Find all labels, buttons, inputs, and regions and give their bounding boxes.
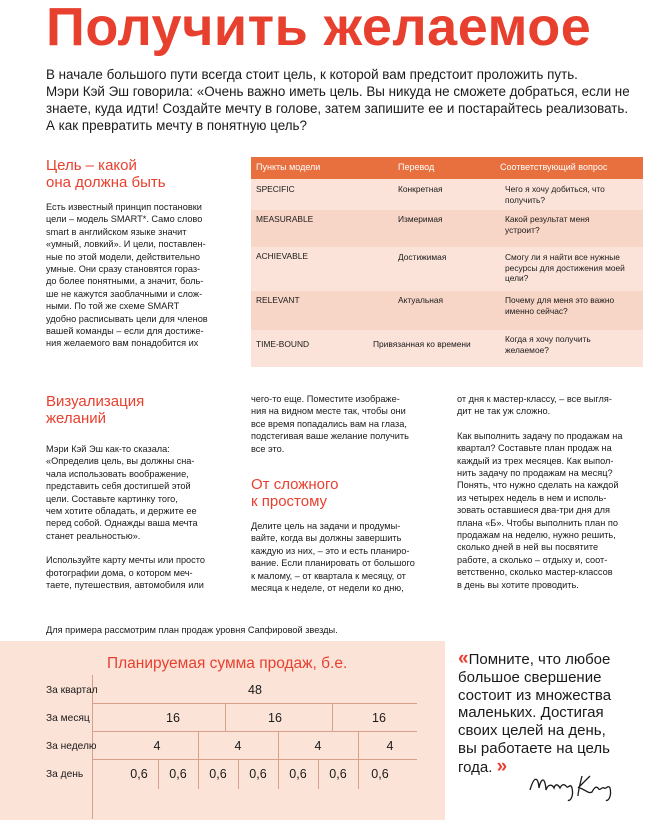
quote-line: состоит из множества: [458, 686, 612, 704]
week-value: 4: [153, 739, 161, 753]
text-line: нить задачу по продажам на месяц?: [457, 468, 613, 479]
quote-line: года.: [458, 758, 493, 776]
question-line: ресурсы для достижения моей: [505, 262, 625, 273]
question-line: получить?: [505, 194, 545, 205]
column-divider: [198, 731, 199, 759]
text-line: ные по этой модели, действительно: [46, 251, 201, 262]
text-line: все это.: [251, 443, 285, 454]
day-value: 0,6: [329, 767, 347, 781]
quote-line: Помните, что любое: [468, 651, 611, 668]
quote-line: маленьких. Достигая: [458, 704, 604, 722]
heading-line: Цель – какой: [46, 157, 137, 174]
section-heading-simple: [251, 476, 338, 510]
text-line: представить себя достигшей этой: [46, 481, 191, 492]
row-divider: [92, 703, 417, 704]
smart-table-header: [251, 157, 643, 179]
text-line: ше не кажутся заоблачными и слож-: [46, 288, 203, 299]
header-cell: Пункты модели: [256, 162, 321, 172]
text-line: ния на видном месте так, чтобы они: [251, 406, 406, 417]
quote-block: [458, 650, 611, 777]
heading-line: От сложного: [251, 476, 339, 493]
term-cell: MEASURABLE: [256, 214, 314, 224]
text-line: перед собой. Однажды ваша мечта: [46, 518, 198, 529]
text-line: умные. Они сразу становятся гораз-: [46, 264, 201, 275]
table-row: [251, 330, 643, 367]
column-divider: [332, 703, 333, 731]
day-value: 0,6: [249, 767, 267, 781]
question-line: желаемое?: [505, 344, 549, 355]
header-cell: Соответствующий вопрос: [500, 162, 608, 172]
column-four-text: [457, 393, 622, 591]
column-divider: [158, 759, 159, 789]
text-line: каждую из них, – это и есть планиро-: [251, 545, 410, 556]
text-line: «умный, ловкий». И цели, поставлен-: [46, 239, 206, 250]
text-line: Есть известный принцип постановки: [46, 202, 202, 212]
month-value: 16: [166, 711, 180, 725]
smart-table: [251, 157, 643, 367]
term-cell: ACHIEVABLE: [256, 251, 308, 261]
text-line: работе, а сколько – отдыху и, соот-: [457, 554, 608, 565]
text-line: месяца к неделе, от недели ко дню,: [251, 583, 404, 594]
column-divider: [238, 759, 239, 789]
text-line: цели. Составьте картинку того,: [46, 493, 178, 504]
table-row: [251, 291, 643, 330]
table-row: [251, 210, 643, 247]
day-value: 0,6: [209, 767, 227, 781]
intro-line: В начале большого пути всегда стоит цель, к которой вам предстоит проложить путь.: [46, 67, 578, 82]
column-divider: [278, 731, 279, 759]
text-line: чала использовать воображение,: [46, 468, 189, 479]
text-line: Используйте карту мечты или просто: [46, 555, 205, 566]
column-divider: [198, 759, 199, 789]
text-line: сколько дней в ней вы посвятите: [457, 542, 599, 553]
month-value: 16: [268, 711, 282, 725]
text-line: таете, путешествия, автомобиля или: [46, 580, 204, 591]
question-line: Смогу ли я найти все нужные: [505, 252, 620, 262]
text-line: вайте, когда вы должны завершить: [251, 533, 402, 544]
text-line: вашей команды – если для достиже-: [46, 326, 204, 337]
column-divider: [358, 731, 359, 759]
month-value: 16: [372, 711, 386, 725]
text-line: чем хотите обладать, и держите ее: [46, 506, 197, 517]
section-goal-text: [46, 201, 208, 350]
intro-line: А как превратить мечту в понятную цель?: [46, 118, 307, 133]
translation-cell: Привязанная ко времени: [373, 339, 471, 349]
translation-cell: Достижимая: [398, 252, 447, 262]
column-divider: [358, 759, 359, 789]
day-value: 0,6: [169, 767, 187, 781]
day-value: 0,6: [289, 767, 307, 781]
text-line: все время попадались вам на глаза,: [251, 418, 407, 429]
text-line: Как выполнить задачу по продажам на: [457, 430, 623, 441]
heading-line: к простому: [251, 493, 328, 510]
text-line: в день вы хотите проводить.: [457, 579, 579, 590]
text-line: ными. По той же схеме SMART: [46, 301, 180, 312]
text-line: ния желаемого вам понадобится их: [46, 338, 199, 349]
day-value: 0,6: [371, 767, 389, 781]
question-line: Когда я хочу получить: [505, 334, 591, 344]
section-heading-goal: [46, 157, 166, 191]
heading-line: желаний: [46, 410, 107, 427]
question-line: цели?: [505, 273, 529, 284]
text-line: Понять, что нужно сделать на каждой: [457, 480, 619, 491]
column-three-text: [251, 393, 409, 455]
question-cell: [505, 252, 625, 284]
question-line: именно сейчас?: [505, 305, 568, 316]
intro-line: знаете, куда идти! Создайте мечту в голове, затем запишите ее и постарайтесь реализовать.: [46, 101, 629, 116]
text-line: фотографии дома, о котором меч-: [46, 567, 193, 578]
text-line: из четырех недель в нем и исполь-: [457, 492, 607, 503]
sales-plan-title: Планируемая сумма продаж, б.е.: [107, 655, 348, 672]
signature-icon: [526, 766, 626, 806]
day-value: 0,6: [130, 767, 148, 781]
text-line: удобно расписывать цели для членов: [46, 313, 208, 324]
text-line: плана «Б». Чтобы выполнить план по: [457, 517, 618, 528]
question-cell: [505, 334, 591, 355]
text-line: каждый из трех месяцев. Как выпол-: [457, 455, 614, 466]
week-value: 4: [386, 739, 394, 753]
text-line: дит не так уж сложно.: [457, 406, 551, 417]
translation-cell: Конкретная: [398, 184, 443, 194]
question-line: Почему для меня это важно: [505, 295, 615, 305]
column-divider: [225, 703, 226, 731]
text-line: Мэри Кэй Эш как-то сказала:: [46, 444, 170, 454]
text-line: вание. Если планировать от большого: [251, 558, 415, 569]
term-cell: SPECIFIC: [256, 184, 295, 194]
text-line: станет реальностью».: [46, 530, 141, 541]
text-line: от дня к мастер-классу, – все выгля-: [457, 394, 612, 404]
text-line: чего-то еще. Поместите изображе-: [251, 394, 400, 404]
term-cell: RELEVANT: [256, 295, 300, 305]
column-divider: [278, 759, 279, 789]
section-simple-text: [251, 520, 415, 594]
row-label-quarter: За квартал: [46, 685, 98, 696]
text-line: цели – модель SMART*. Само слово: [46, 214, 203, 225]
header-cell: Перевод: [398, 162, 435, 172]
question-cell: [505, 214, 589, 235]
week-value: 4: [234, 739, 242, 753]
term-cell: TIME-BOUND: [256, 339, 310, 349]
row-divider: [92, 731, 417, 732]
row-label-week: За неделю: [46, 741, 97, 752]
translation-cell: Измеримая: [398, 214, 443, 224]
section-heading-visualization: [46, 393, 144, 427]
quote-line: своих целей на день,: [458, 722, 606, 740]
text-line: «Определив цель, вы должны сна-: [46, 456, 195, 467]
text-line: ветственно, сколько мастер-классов: [457, 567, 613, 578]
quote-line: большое свершение: [458, 668, 602, 686]
column-divider: [318, 759, 319, 789]
translation-cell: Актуальная: [398, 295, 444, 305]
text-line: квартал? Составьте план продаж на: [457, 443, 612, 454]
text-line: до более понятными, а значит, боль-: [46, 276, 204, 287]
row-label-day: За день: [46, 769, 84, 780]
text-line: продажам на неделю, нужно решить,: [457, 530, 616, 541]
text-line: подстегивая ваше желание получить: [251, 431, 409, 442]
row-label-month: За месяц: [46, 713, 90, 724]
section-visualization-text: [46, 443, 205, 591]
intro-line: Мэри Кэй Эш говорила: «Очень важно иметь цель. Вы никуда не сможете добраться, если не: [46, 84, 630, 99]
text-line: к малому, – от квартала к месяцу, от: [251, 570, 406, 581]
quarter-value: 48: [248, 683, 262, 697]
text-line: Делите цель на задачи и продумы-: [251, 521, 401, 531]
heading-line: она должна быть: [46, 174, 166, 191]
heading-line: Визуализация: [46, 393, 145, 410]
table-row: [251, 247, 643, 291]
row-divider: [92, 759, 417, 760]
text-line: зовать оставшиеся два-три дня для: [457, 505, 610, 516]
example-note: Для примера рассмотрим план продаж уровня Сапфировой звезды.: [46, 625, 338, 635]
intro-paragraph: [46, 66, 654, 134]
question-cell: [505, 295, 614, 316]
quote-line: вы работаете на цель: [458, 739, 610, 757]
text-line: smart в английском языке значит: [46, 226, 187, 237]
question-line: Какой результат меня: [505, 214, 590, 224]
page-title: Получить желаемое: [46, 0, 592, 57]
week-value: 4: [314, 739, 322, 753]
close-quote-mark: »: [496, 755, 508, 777]
open-quote-mark: «: [458, 648, 469, 669]
table-row: [251, 179, 643, 210]
question-line: устроит?: [505, 224, 540, 235]
question-cell: [505, 184, 605, 205]
question-line: Чего я хочу добиться, что: [505, 184, 605, 194]
